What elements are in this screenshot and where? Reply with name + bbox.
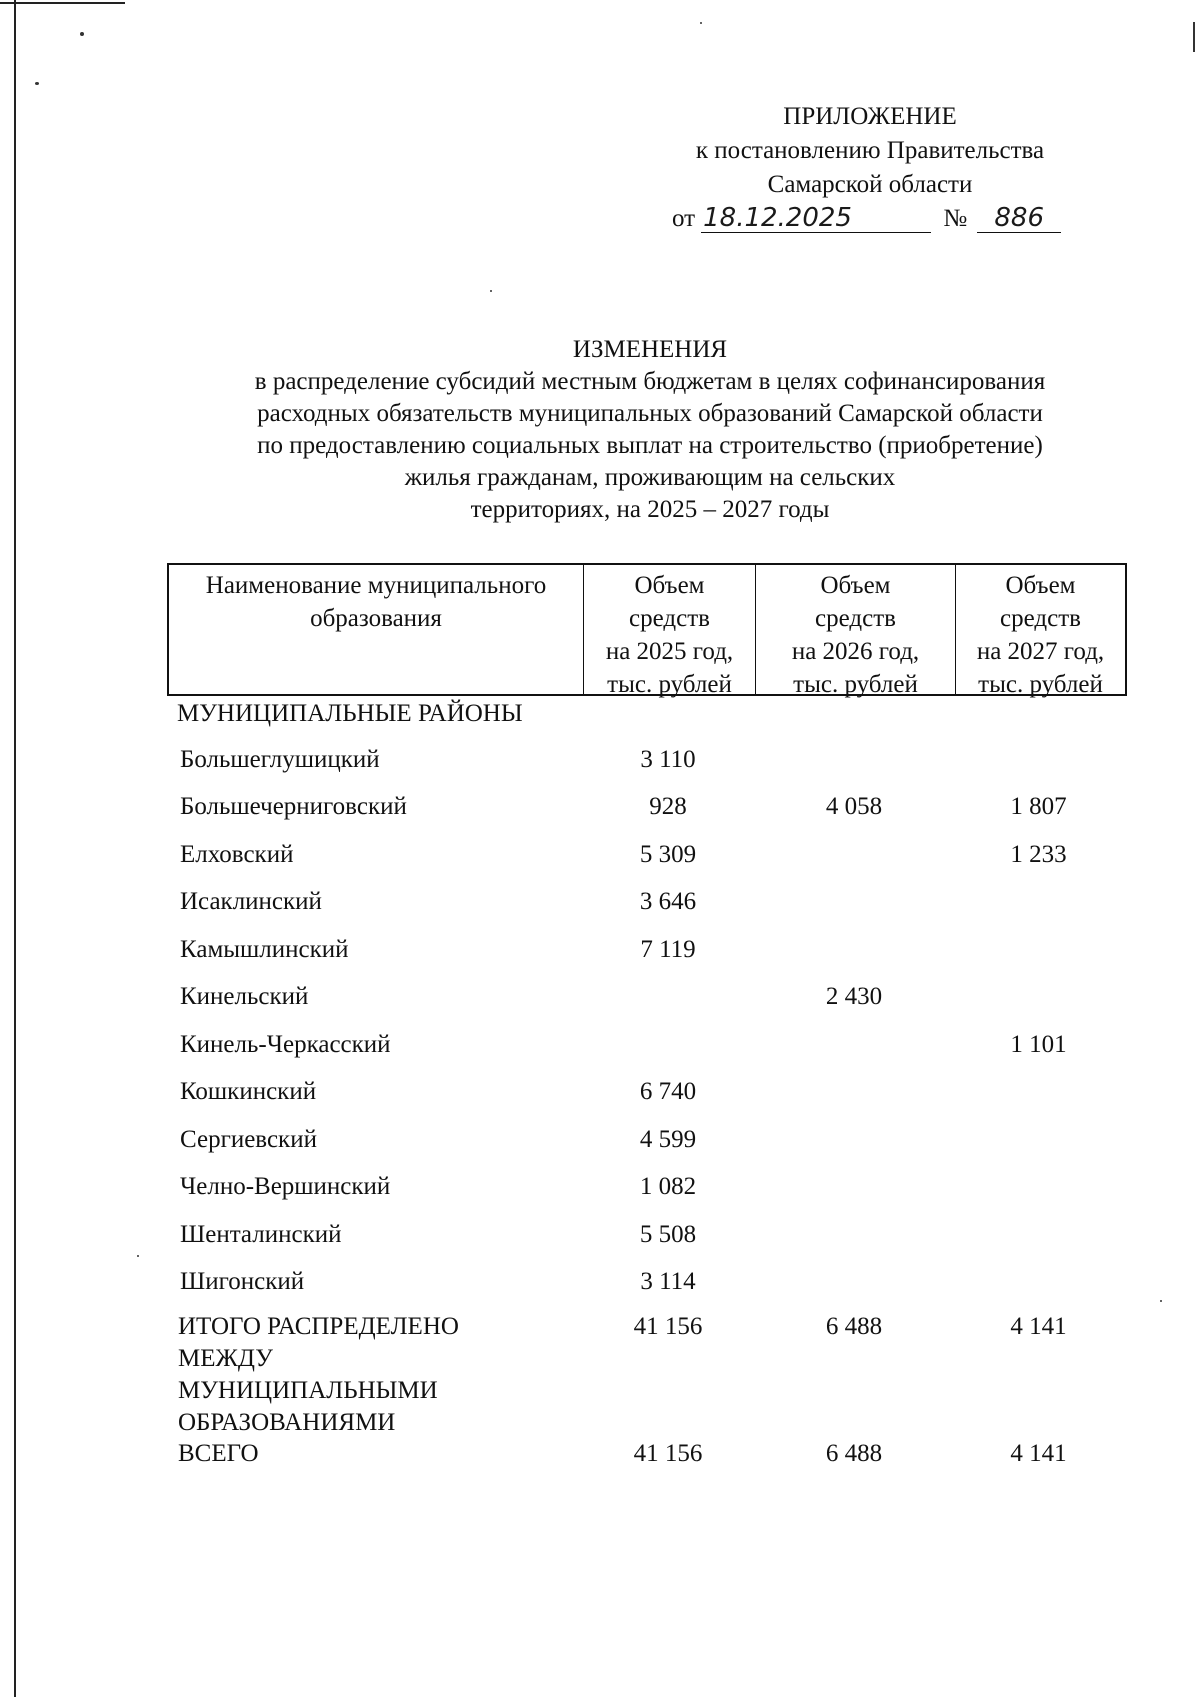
scan-speck bbox=[35, 82, 39, 85]
table-row bbox=[0, 884, 1200, 920]
value-2025: 5 508 bbox=[639, 1221, 697, 1248]
value-2025: 3 646 bbox=[639, 888, 697, 915]
table-header bbox=[167, 563, 1127, 696]
value-2027: 1 101 bbox=[1010, 1031, 1067, 1058]
appendix-line: к постановлению Правительства bbox=[695, 137, 1045, 164]
table-row bbox=[0, 742, 1200, 778]
table-row bbox=[0, 1122, 1200, 1158]
scan-speck bbox=[700, 22, 702, 24]
header-municipality bbox=[169, 565, 584, 694]
value-2025: 928 bbox=[649, 793, 687, 820]
subtitle-line: жилья гражданам, проживающим на сельских bbox=[404, 464, 896, 491]
row-name: Кошкинский bbox=[180, 1078, 317, 1105]
table-row bbox=[0, 979, 1200, 1015]
header-line: Объем bbox=[634, 572, 705, 599]
row-name: Большеглушицкий bbox=[180, 746, 380, 773]
date-prefix: от bbox=[672, 205, 696, 232]
total-label-line: ИТОГО РАСПРЕДЕЛЕНО bbox=[178, 1313, 459, 1340]
table-row bbox=[0, 837, 1200, 873]
table-row bbox=[0, 789, 1200, 825]
appendix-line: Самарской области bbox=[767, 171, 973, 198]
handwritten-date: 18.12.2025 bbox=[703, 203, 852, 233]
header-2027 bbox=[956, 565, 1125, 698]
header-line: тыс. рублей bbox=[978, 671, 1103, 698]
total-label-line: МЕЖДУ bbox=[178, 1345, 273, 1372]
header-line: тыс. рублей bbox=[607, 671, 732, 698]
number-prefix: № bbox=[943, 205, 968, 232]
header-line: тыс. рублей bbox=[793, 671, 918, 698]
header-line: средств bbox=[815, 605, 896, 632]
table-row bbox=[0, 1169, 1200, 1205]
row-name: Исаклинский bbox=[180, 888, 322, 915]
header-2025 bbox=[584, 565, 756, 698]
header-line: Объем bbox=[1005, 572, 1076, 599]
subtitle-line: в распределение субсидий местным бюджетам в целях софинансирования bbox=[254, 368, 1046, 395]
grand-total-label: ВСЕГО bbox=[178, 1440, 259, 1467]
value-2027: 1 233 bbox=[1010, 841, 1067, 868]
value-2027: 1 807 bbox=[1010, 793, 1067, 820]
scan-speck bbox=[80, 32, 84, 36]
document-title: ИЗМЕНЕНИЯ bbox=[572, 336, 728, 363]
appendix-title: ПРИЛОЖЕНИЕ bbox=[783, 103, 957, 130]
resolution-reference bbox=[672, 202, 1061, 236]
total-2026: 6 488 bbox=[825, 1313, 883, 1340]
header-line: средств bbox=[1000, 605, 1081, 632]
row-name: Кинель-Черкасский bbox=[180, 1031, 391, 1058]
header-line: на 2025 год, bbox=[605, 638, 734, 665]
scan-speck bbox=[1160, 1300, 1162, 1302]
row-name: Камышлинский bbox=[180, 936, 349, 963]
header-2026 bbox=[756, 565, 956, 698]
scan-edge-right bbox=[1193, 22, 1195, 52]
row-name: Шенталинский bbox=[180, 1221, 342, 1248]
table-row bbox=[0, 932, 1200, 968]
header-line: на 2027 год, bbox=[976, 638, 1105, 665]
total-2027: 4 141 bbox=[1010, 1313, 1067, 1340]
document-heading bbox=[150, 334, 1150, 526]
subtitle-line: по предоставлению социальных выплат на строительство (приобретение) bbox=[257, 432, 1043, 459]
handwritten-number: 886 bbox=[994, 203, 1045, 233]
total-label bbox=[178, 1311, 558, 1439]
value-2025: 3 114 bbox=[640, 1268, 696, 1295]
appendix-block bbox=[640, 100, 1100, 202]
total-2025: 41 156 bbox=[633, 1313, 703, 1340]
value-2025: 6 740 bbox=[639, 1078, 697, 1105]
header-line: образования bbox=[310, 605, 442, 632]
value-2025: 7 119 bbox=[640, 936, 696, 963]
header-line: средств bbox=[629, 605, 710, 632]
total-label-line: МУНИЦИПАЛЬНЫМИ bbox=[178, 1377, 438, 1404]
subtitle-line: территориях, на 2025 – 2027 годы bbox=[470, 496, 830, 523]
value-2026: 2 430 bbox=[825, 983, 883, 1010]
section-title: МУНИЦИПАЛЬНЫЕ РАЙОНЫ bbox=[177, 700, 523, 727]
row-name: Шигонский bbox=[180, 1268, 305, 1295]
table-row bbox=[0, 1027, 1200, 1063]
scan-speck bbox=[490, 290, 492, 292]
grand-total-2027: 4 141 bbox=[1010, 1440, 1067, 1467]
grand-total-2026: 6 488 bbox=[825, 1440, 883, 1467]
table-row bbox=[0, 1074, 1200, 1110]
header-line: на 2026 год, bbox=[791, 638, 920, 665]
table-row bbox=[0, 1264, 1200, 1300]
header-line: Наименование муниципального bbox=[205, 572, 547, 599]
row-name: Елховский bbox=[180, 841, 294, 868]
header-line: Объем bbox=[820, 572, 891, 599]
row-name: Сергиевский bbox=[180, 1126, 317, 1153]
scan-edge-top bbox=[0, 2, 125, 4]
value-2026: 4 058 bbox=[825, 793, 883, 820]
value-2025: 3 110 bbox=[640, 746, 696, 773]
value-2025: 4 599 bbox=[639, 1126, 697, 1153]
value-2025: 5 309 bbox=[639, 841, 697, 868]
subtitle-line: расходных обязательств муниципальных образований Самарской области bbox=[257, 400, 1043, 427]
value-2025: 1 082 bbox=[639, 1173, 697, 1200]
grand-total-2025: 41 156 bbox=[633, 1440, 703, 1467]
table-row bbox=[0, 1217, 1200, 1253]
row-name: Кинельский bbox=[180, 983, 309, 1010]
total-label-line: ОБРАЗОВАНИЯМИ bbox=[178, 1409, 396, 1436]
row-name: Большечерниговский bbox=[180, 793, 407, 820]
scan-speck bbox=[137, 1255, 139, 1257]
row-name: Челно-Вершинский bbox=[180, 1173, 391, 1200]
